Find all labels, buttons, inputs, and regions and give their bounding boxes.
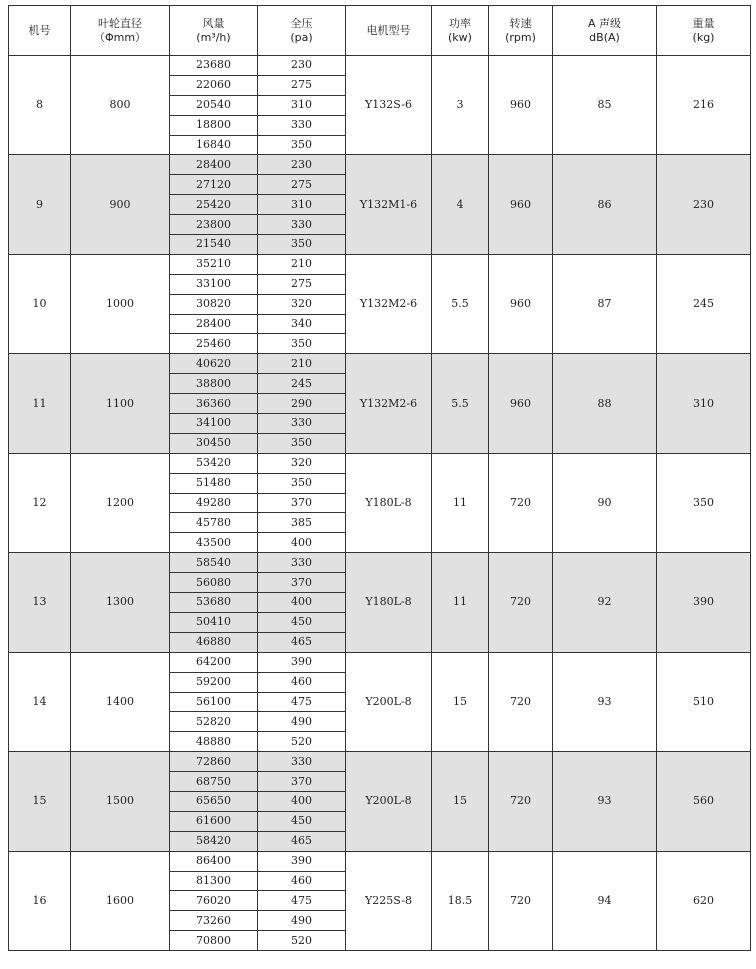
- pressure-cell: 490: [258, 911, 346, 931]
- model-number-cell: 16: [9, 851, 71, 950]
- power-cell: 15: [432, 752, 489, 851]
- motor-model-cell: Y132S-6: [346, 56, 432, 155]
- speed-cell: 720: [489, 453, 553, 552]
- power-cell: 4: [432, 155, 489, 254]
- header-noise-label: A 声级: [587, 16, 622, 30]
- airflow-cell: 38800: [170, 374, 258, 394]
- airflow-cell: 61600: [170, 811, 258, 831]
- pressure-cell: 230: [258, 56, 346, 76]
- model-number-cell: 12: [9, 453, 71, 552]
- airflow-cell: 50410: [170, 612, 258, 632]
- pressure-cell: 350: [258, 334, 346, 354]
- noise-level-cell: 93: [553, 752, 657, 851]
- speed-cell: 960: [489, 56, 553, 155]
- airflow-cell: 51480: [170, 473, 258, 493]
- pressure-cell: 390: [258, 851, 346, 871]
- header-airflow-label: 风量: [202, 16, 225, 30]
- noise-level-cell: 90: [553, 453, 657, 552]
- speed-cell: 720: [489, 851, 553, 950]
- header-speed-label: 转速: [509, 16, 532, 30]
- pressure-cell: 475: [258, 891, 346, 911]
- model-number-cell: 15: [9, 752, 71, 851]
- airflow-cell: 48880: [170, 732, 258, 752]
- noise-level-cell: 88: [553, 354, 657, 453]
- impeller-diameter-cell: 1200: [71, 453, 170, 552]
- header-airflow-unit: (m³/h): [196, 30, 231, 44]
- header-model: [9, 6, 71, 56]
- header-noise-unit: dB(A): [589, 30, 620, 44]
- pressure-cell: 310: [258, 195, 346, 215]
- pressure-cell: 275: [258, 75, 346, 95]
- power-cell: 5.5: [432, 354, 489, 453]
- pressure-cell: 350: [258, 235, 346, 255]
- airflow-cell: 56080: [170, 573, 258, 593]
- pressure-cell: 450: [258, 811, 346, 831]
- pressure-cell: 275: [258, 175, 346, 195]
- motor-model-cell: Y132M1-6: [346, 155, 432, 254]
- model-number-cell: 13: [9, 553, 71, 652]
- airflow-cell: 45780: [170, 513, 258, 533]
- pressure-cell: 370: [258, 772, 346, 792]
- pressure-cell: 385: [258, 513, 346, 533]
- header-motor-label: 电机型号: [366, 23, 411, 37]
- pressure-cell: 330: [258, 752, 346, 772]
- weight-cell: 230: [657, 155, 751, 254]
- power-cell: 11: [432, 453, 489, 552]
- impeller-diameter-cell: 1100: [71, 354, 170, 453]
- airflow-cell: 73260: [170, 911, 258, 931]
- speed-cell: 720: [489, 553, 553, 652]
- motor-model-cell: Y200L-8: [346, 752, 432, 851]
- pressure-cell: 245: [258, 374, 346, 394]
- pressure-cell: 275: [258, 274, 346, 294]
- pressure-cell: 320: [258, 453, 346, 473]
- pressure-cell: 370: [258, 573, 346, 593]
- model-number-cell: 8: [9, 56, 71, 155]
- motor-model-cell: Y132M2-6: [346, 254, 432, 353]
- pressure-cell: 460: [258, 672, 346, 692]
- airflow-cell: 25420: [170, 195, 258, 215]
- table-row: [9, 254, 751, 274]
- pressure-cell: 330: [258, 215, 346, 235]
- airflow-cell: 22060: [170, 75, 258, 95]
- header-model-label: 机号: [28, 23, 51, 37]
- pressure-cell: 290: [258, 394, 346, 414]
- pressure-cell: 520: [258, 732, 346, 752]
- table-row: [9, 453, 751, 473]
- airflow-cell: 30450: [170, 433, 258, 453]
- pressure-cell: 210: [258, 254, 346, 274]
- motor-model-cell: Y225S-8: [346, 851, 432, 950]
- pressure-cell: 400: [258, 533, 346, 553]
- airflow-cell: 23800: [170, 215, 258, 235]
- pressure-cell: 490: [258, 712, 346, 732]
- header-impeller-label: 叶轮直径: [98, 16, 142, 30]
- header-motor: [346, 6, 432, 56]
- airflow-cell: 25460: [170, 334, 258, 354]
- noise-level-cell: 87: [553, 254, 657, 353]
- pressure-cell: 400: [258, 593, 346, 613]
- pressure-cell: 330: [258, 115, 346, 135]
- pressure-cell: 520: [258, 931, 346, 951]
- airflow-cell: 35210: [170, 254, 258, 274]
- header-airflow: [170, 6, 258, 56]
- pressure-cell: 230: [258, 155, 346, 175]
- airflow-cell: 53420: [170, 453, 258, 473]
- airflow-cell: 23680: [170, 56, 258, 76]
- weight-cell: 510: [657, 652, 751, 751]
- motor-model-cell: Y200L-8: [346, 652, 432, 751]
- pressure-cell: 465: [258, 632, 346, 652]
- header-speed-unit: (rpm): [505, 30, 536, 44]
- airflow-cell: 76020: [170, 891, 258, 911]
- weight-cell: 245: [657, 254, 751, 353]
- airflow-cell: 53680: [170, 593, 258, 613]
- speed-cell: 960: [489, 354, 553, 453]
- power-cell: 11: [432, 553, 489, 652]
- motor-model-cell: Y180L-8: [346, 453, 432, 552]
- pressure-cell: 310: [258, 95, 346, 115]
- pressure-cell: 350: [258, 135, 346, 155]
- noise-level-cell: 86: [553, 155, 657, 254]
- model-number-cell: 10: [9, 254, 71, 353]
- impeller-diameter-cell: 1500: [71, 752, 170, 851]
- pressure-cell: 330: [258, 553, 346, 573]
- speed-cell: 960: [489, 254, 553, 353]
- header-weight: [657, 6, 751, 56]
- pressure-cell: 400: [258, 791, 346, 811]
- pressure-cell: 330: [258, 414, 346, 434]
- airflow-cell: 28400: [170, 314, 258, 334]
- power-cell: 15: [432, 652, 489, 751]
- airflow-cell: 46880: [170, 632, 258, 652]
- noise-level-cell: 85: [553, 56, 657, 155]
- table-row: [9, 851, 751, 871]
- noise-level-cell: 92: [553, 553, 657, 652]
- noise-level-cell: 93: [553, 652, 657, 751]
- header-power-unit: (kw): [448, 30, 472, 44]
- table-row: [9, 553, 751, 573]
- airflow-cell: 70800: [170, 931, 258, 951]
- airflow-cell: 34100: [170, 414, 258, 434]
- header-row: [9, 6, 751, 56]
- airflow-cell: 49280: [170, 493, 258, 513]
- motor-model-cell: Y180L-8: [346, 553, 432, 652]
- airflow-cell: 28400: [170, 155, 258, 175]
- table-body: [9, 56, 751, 951]
- noise-level-cell: 94: [553, 851, 657, 950]
- pressure-cell: 340: [258, 314, 346, 334]
- table-row: [9, 155, 751, 175]
- pressure-cell: 450: [258, 612, 346, 632]
- airflow-cell: 43500: [170, 533, 258, 553]
- header-speed: [489, 6, 553, 56]
- header-pressure: [258, 6, 346, 56]
- airflow-cell: 68750: [170, 772, 258, 792]
- airflow-cell: 30820: [170, 294, 258, 314]
- table-row: [9, 652, 751, 672]
- model-number-cell: 14: [9, 652, 71, 751]
- speed-cell: 960: [489, 155, 553, 254]
- table-row: [9, 752, 751, 772]
- airflow-cell: 64200: [170, 652, 258, 672]
- airflow-cell: 27120: [170, 175, 258, 195]
- power-cell: 18.5: [432, 851, 489, 950]
- airflow-cell: 40620: [170, 354, 258, 374]
- pressure-cell: 370: [258, 493, 346, 513]
- weight-cell: 216: [657, 56, 751, 155]
- header-power-label: 功率: [449, 16, 471, 30]
- header-pressure-unit: (pa): [290, 30, 313, 44]
- airflow-cell: 18800: [170, 115, 258, 135]
- header-noise: [553, 6, 657, 56]
- airflow-cell: 65650: [170, 791, 258, 811]
- header-weight-label: 重量: [692, 16, 715, 30]
- pressure-cell: 320: [258, 294, 346, 314]
- airflow-cell: 58420: [170, 831, 258, 851]
- airflow-cell: 56100: [170, 692, 258, 712]
- weight-cell: 350: [657, 453, 751, 552]
- pressure-cell: 390: [258, 652, 346, 672]
- impeller-diameter-cell: 800: [71, 56, 170, 155]
- weight-cell: 310: [657, 354, 751, 453]
- model-number-cell: 11: [9, 354, 71, 453]
- impeller-diameter-cell: 1600: [71, 851, 170, 950]
- impeller-diameter-cell: 1400: [71, 652, 170, 751]
- airflow-cell: 86400: [170, 851, 258, 871]
- pressure-cell: 210: [258, 354, 346, 374]
- table-row: [9, 56, 751, 76]
- header-impeller: [71, 6, 170, 56]
- pressure-cell: 465: [258, 831, 346, 851]
- airflow-cell: 20540: [170, 95, 258, 115]
- motor-model-cell: Y132M2-6: [346, 354, 432, 453]
- airflow-cell: 58540: [170, 553, 258, 573]
- pressure-cell: 475: [258, 692, 346, 712]
- airflow-cell: 36360: [170, 394, 258, 414]
- weight-cell: 560: [657, 752, 751, 851]
- power-cell: 3: [432, 56, 489, 155]
- speed-cell: 720: [489, 652, 553, 751]
- impeller-diameter-cell: 1000: [71, 254, 170, 353]
- weight-cell: 620: [657, 851, 751, 950]
- impeller-diameter-cell: 1300: [71, 553, 170, 652]
- model-number-cell: 9: [9, 155, 71, 254]
- fan-spec-table: [8, 5, 751, 951]
- airflow-cell: 52820: [170, 712, 258, 732]
- airflow-cell: 59200: [170, 672, 258, 692]
- header-impeller-unit: （Φmm）: [93, 30, 147, 44]
- pressure-cell: 350: [258, 433, 346, 453]
- airflow-cell: 81300: [170, 871, 258, 891]
- airflow-cell: 72860: [170, 752, 258, 772]
- header-pressure-label: 全压: [290, 16, 313, 30]
- speed-cell: 720: [489, 752, 553, 851]
- header-weight-unit: (kg): [692, 30, 715, 44]
- airflow-cell: 16840: [170, 135, 258, 155]
- airflow-cell: 33100: [170, 274, 258, 294]
- pressure-cell: 350: [258, 473, 346, 493]
- impeller-diameter-cell: 900: [71, 155, 170, 254]
- airflow-cell: 21540: [170, 235, 258, 255]
- power-cell: 5.5: [432, 254, 489, 353]
- pressure-cell: 460: [258, 871, 346, 891]
- table-row: [9, 354, 751, 374]
- weight-cell: 390: [657, 553, 751, 652]
- header-power: [432, 6, 489, 56]
